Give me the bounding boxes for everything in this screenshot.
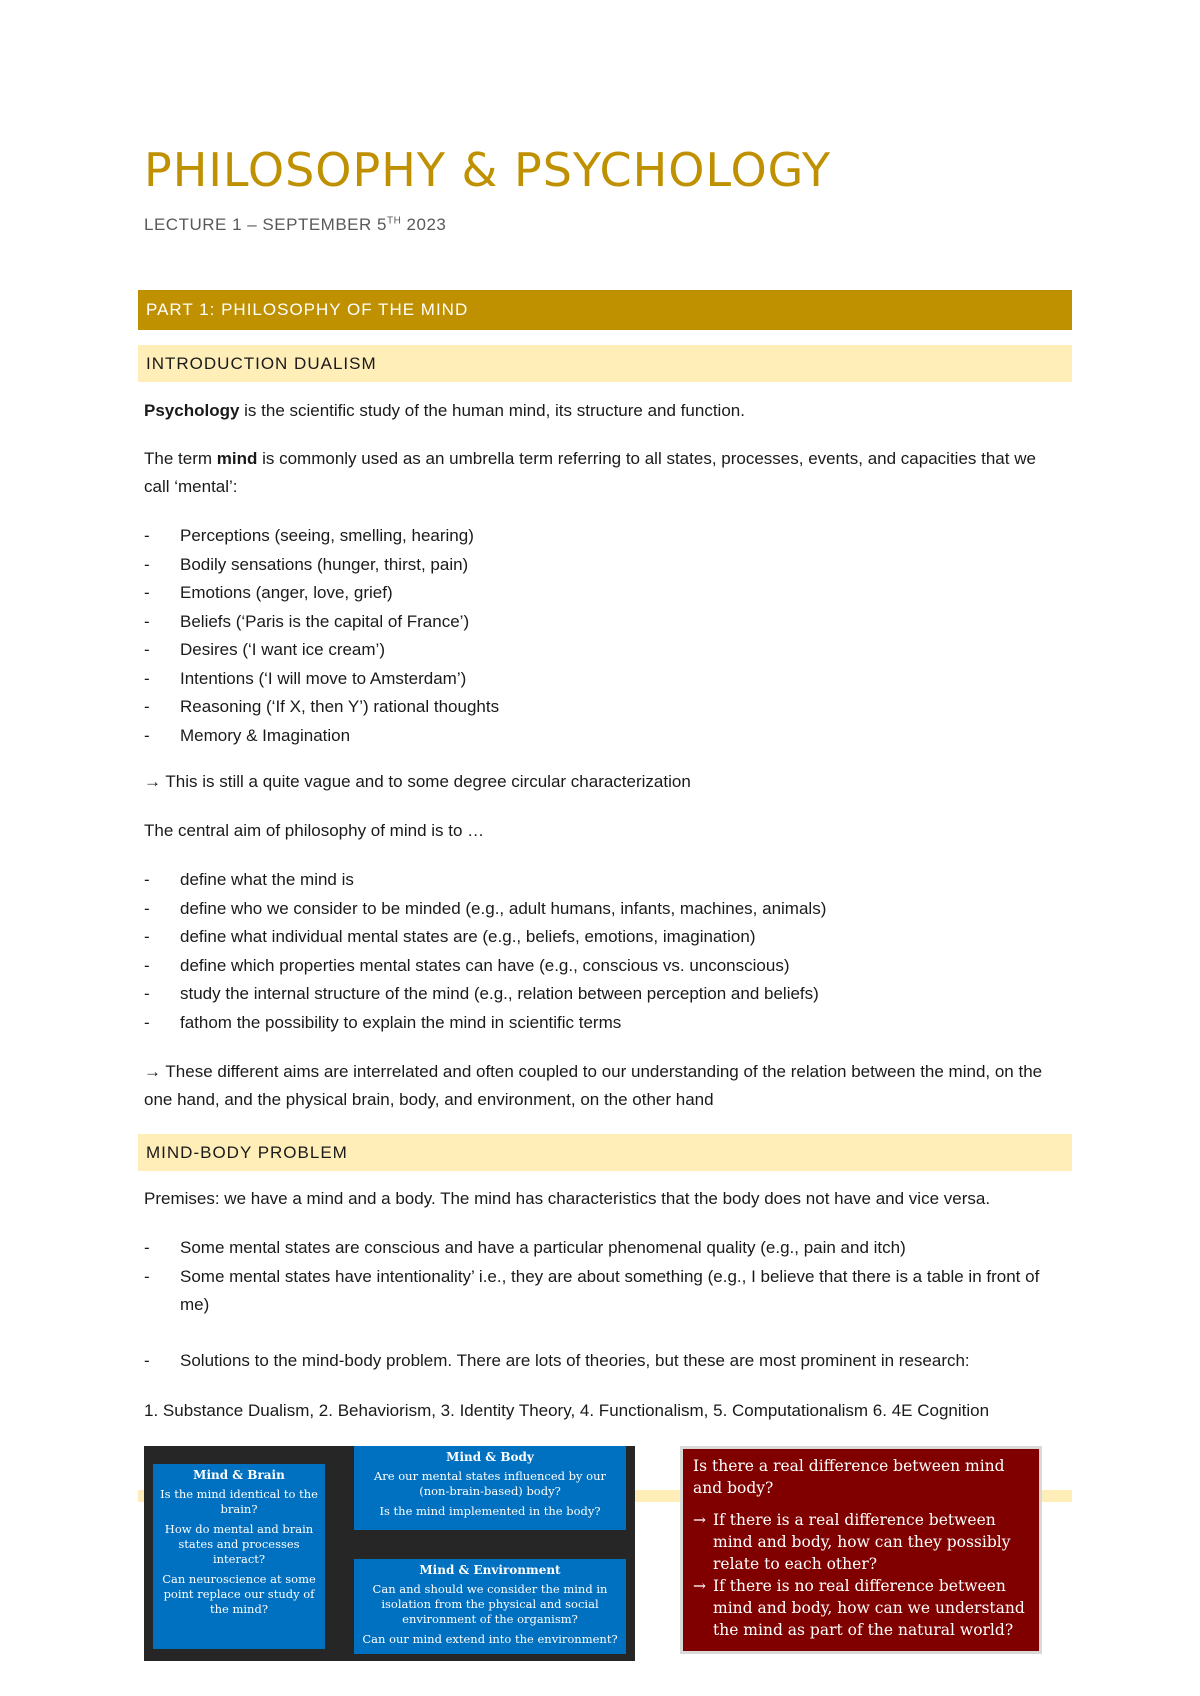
list-item: - define what the mind is [144, 870, 354, 889]
psychology-term: Psychology [144, 401, 240, 420]
figure-question: Is there a real difference between mind and body? [693, 1457, 1005, 1497]
mental-states-list [144, 522, 1064, 750]
part-banner: PART 1: PHILOSOPHY OF THE MIND [138, 290, 1072, 330]
mind-brain-box [153, 1464, 325, 1649]
solutions-list [144, 1347, 1064, 1376]
aim-intro: The central aim of philosophy of mind is to … [144, 821, 485, 840]
section-heading-mindbody: MIND-BODY PROBLEM [138, 1134, 1072, 1171]
list-item: - Reasoning (‘If X, then Y’) rational thoughts [144, 697, 500, 716]
lecture-subtitle [144, 215, 446, 235]
list-item: - fathom the possibility to explain the mind in scientific terms [144, 1012, 622, 1032]
figure-point: → If there is no real difference between mind and body, how can we understand the mind as part of the natural world? [693, 1577, 1025, 1639]
list-item: - Intentions (‘I will move to Amsterdam’) [144, 668, 467, 688]
premises-text: Premises: we have a mind and a body. The mind has characteristics that the body does not have and vice versa. [144, 1189, 991, 1208]
document-title: PHILOSOPHY & PSYCHOLOGY [144, 143, 832, 197]
mind-environment-heading: Mind & Environment [419, 1563, 561, 1577]
box-line: Is the mind identical to the brain? [160, 1487, 318, 1516]
box-line: Can and should we consider the mind in isolation from the physical and social environment of the organism? [372, 1582, 608, 1626]
subtitle-suffix: 2023 [401, 215, 447, 234]
list-item: - Emotions (anger, love, grief) [144, 583, 393, 602]
figure-mind-relations [144, 1446, 635, 1661]
mind-term: mind [216, 449, 258, 468]
list-item: - study the internal structure of the mind (e.g., relation between perception and beliefs) [144, 984, 819, 1003]
mind-brain-heading: Mind & Brain [193, 1468, 285, 1482]
note-interrelated: → These different aims are interrelated and often coupled to our understanding of the relation between the mind, on the one hand, and the physical brain, body, and environment, on the other hand [144, 1062, 1043, 1109]
list-item: - Solutions to the mind-body problem. There are lots of theories, but these are most prominent in research: [144, 1351, 970, 1370]
list-item: - Bodily sensations (hunger, thirst, pain) [144, 554, 469, 574]
theories-list: 1. Substance Dualism, 2. Behaviorism, 3. Identity Theory, 4. Functionalism, 5. Computationalism 6. 4E Cognition [144, 1401, 990, 1420]
list-item: - Desires (‘I want ice cream’) [144, 640, 385, 659]
subtitle-sup: TH [386, 215, 402, 227]
box-line: Are our mental states influenced by our (non-brain-based) body? [373, 1469, 607, 1498]
aims-list [144, 866, 1064, 1037]
box-line: Is the mind implemented in the body? [379, 1504, 601, 1518]
list-item: - define which properties mental states can have (e.g., conscious vs. unconscious) [144, 955, 790, 975]
subtitle-prefix: LECTURE 1 – SEPTEMBER 5 [144, 215, 387, 234]
mind-environment-box [354, 1559, 626, 1654]
list-item: - Beliefs (‘Paris is the capital of France’) [144, 611, 470, 631]
figure-point: → If there is a real difference between mind and body, how can they possibly relate to each other? [693, 1511, 1011, 1573]
psychology-definition-text: is the scientific study of the human mind, its structure and function. [239, 401, 745, 420]
box-line: How do mental and brain states and processes interact? [164, 1522, 314, 1566]
mental-characteristics-list [144, 1234, 1064, 1320]
list-item: - define who we consider to be minded (e.g., adult humans, infants, machines, animals) [144, 898, 827, 918]
list-item: - Some mental states have intentionality’ i.e., they are about something (e.g., I believe that there is a table in front of me) [144, 1266, 1040, 1314]
list-item: - Perceptions (seeing, smelling, hearing) [144, 526, 474, 545]
list-item: - Memory & Imagination [144, 725, 351, 745]
mind-definition-b: is commonly used as an umbrella term referring to all states, processes, events, and capacities that we call ‘mental’: [144, 449, 1036, 496]
figure-mind-body-question [680, 1446, 1042, 1654]
psychology-definition [144, 397, 1064, 425]
list-item: - define what individual mental states are (e.g., beliefs, emotions, imagination) [144, 927, 756, 946]
mind-definition [144, 445, 1064, 501]
list-item: - Some mental states are conscious and have a particular phenomenal quality (e.g., pain and itch) [144, 1238, 906, 1257]
mind-body-heading: Mind & Body [446, 1450, 534, 1464]
mind-body-box [354, 1446, 626, 1530]
box-line: Can our mind extend into the environment? [362, 1632, 618, 1646]
section-heading-intro: INTRODUCTION DUALISM [138, 345, 1072, 382]
note-vague: → This is still a quite vague and to some degree circular characterization [144, 772, 691, 791]
box-line: Can neuroscience at some point replace our study of the mind? [162, 1572, 316, 1616]
arrow-right-icon: → [693, 1577, 706, 1595]
arrow-right-icon: → [693, 1511, 706, 1529]
mind-definition-a: The term [144, 449, 217, 468]
